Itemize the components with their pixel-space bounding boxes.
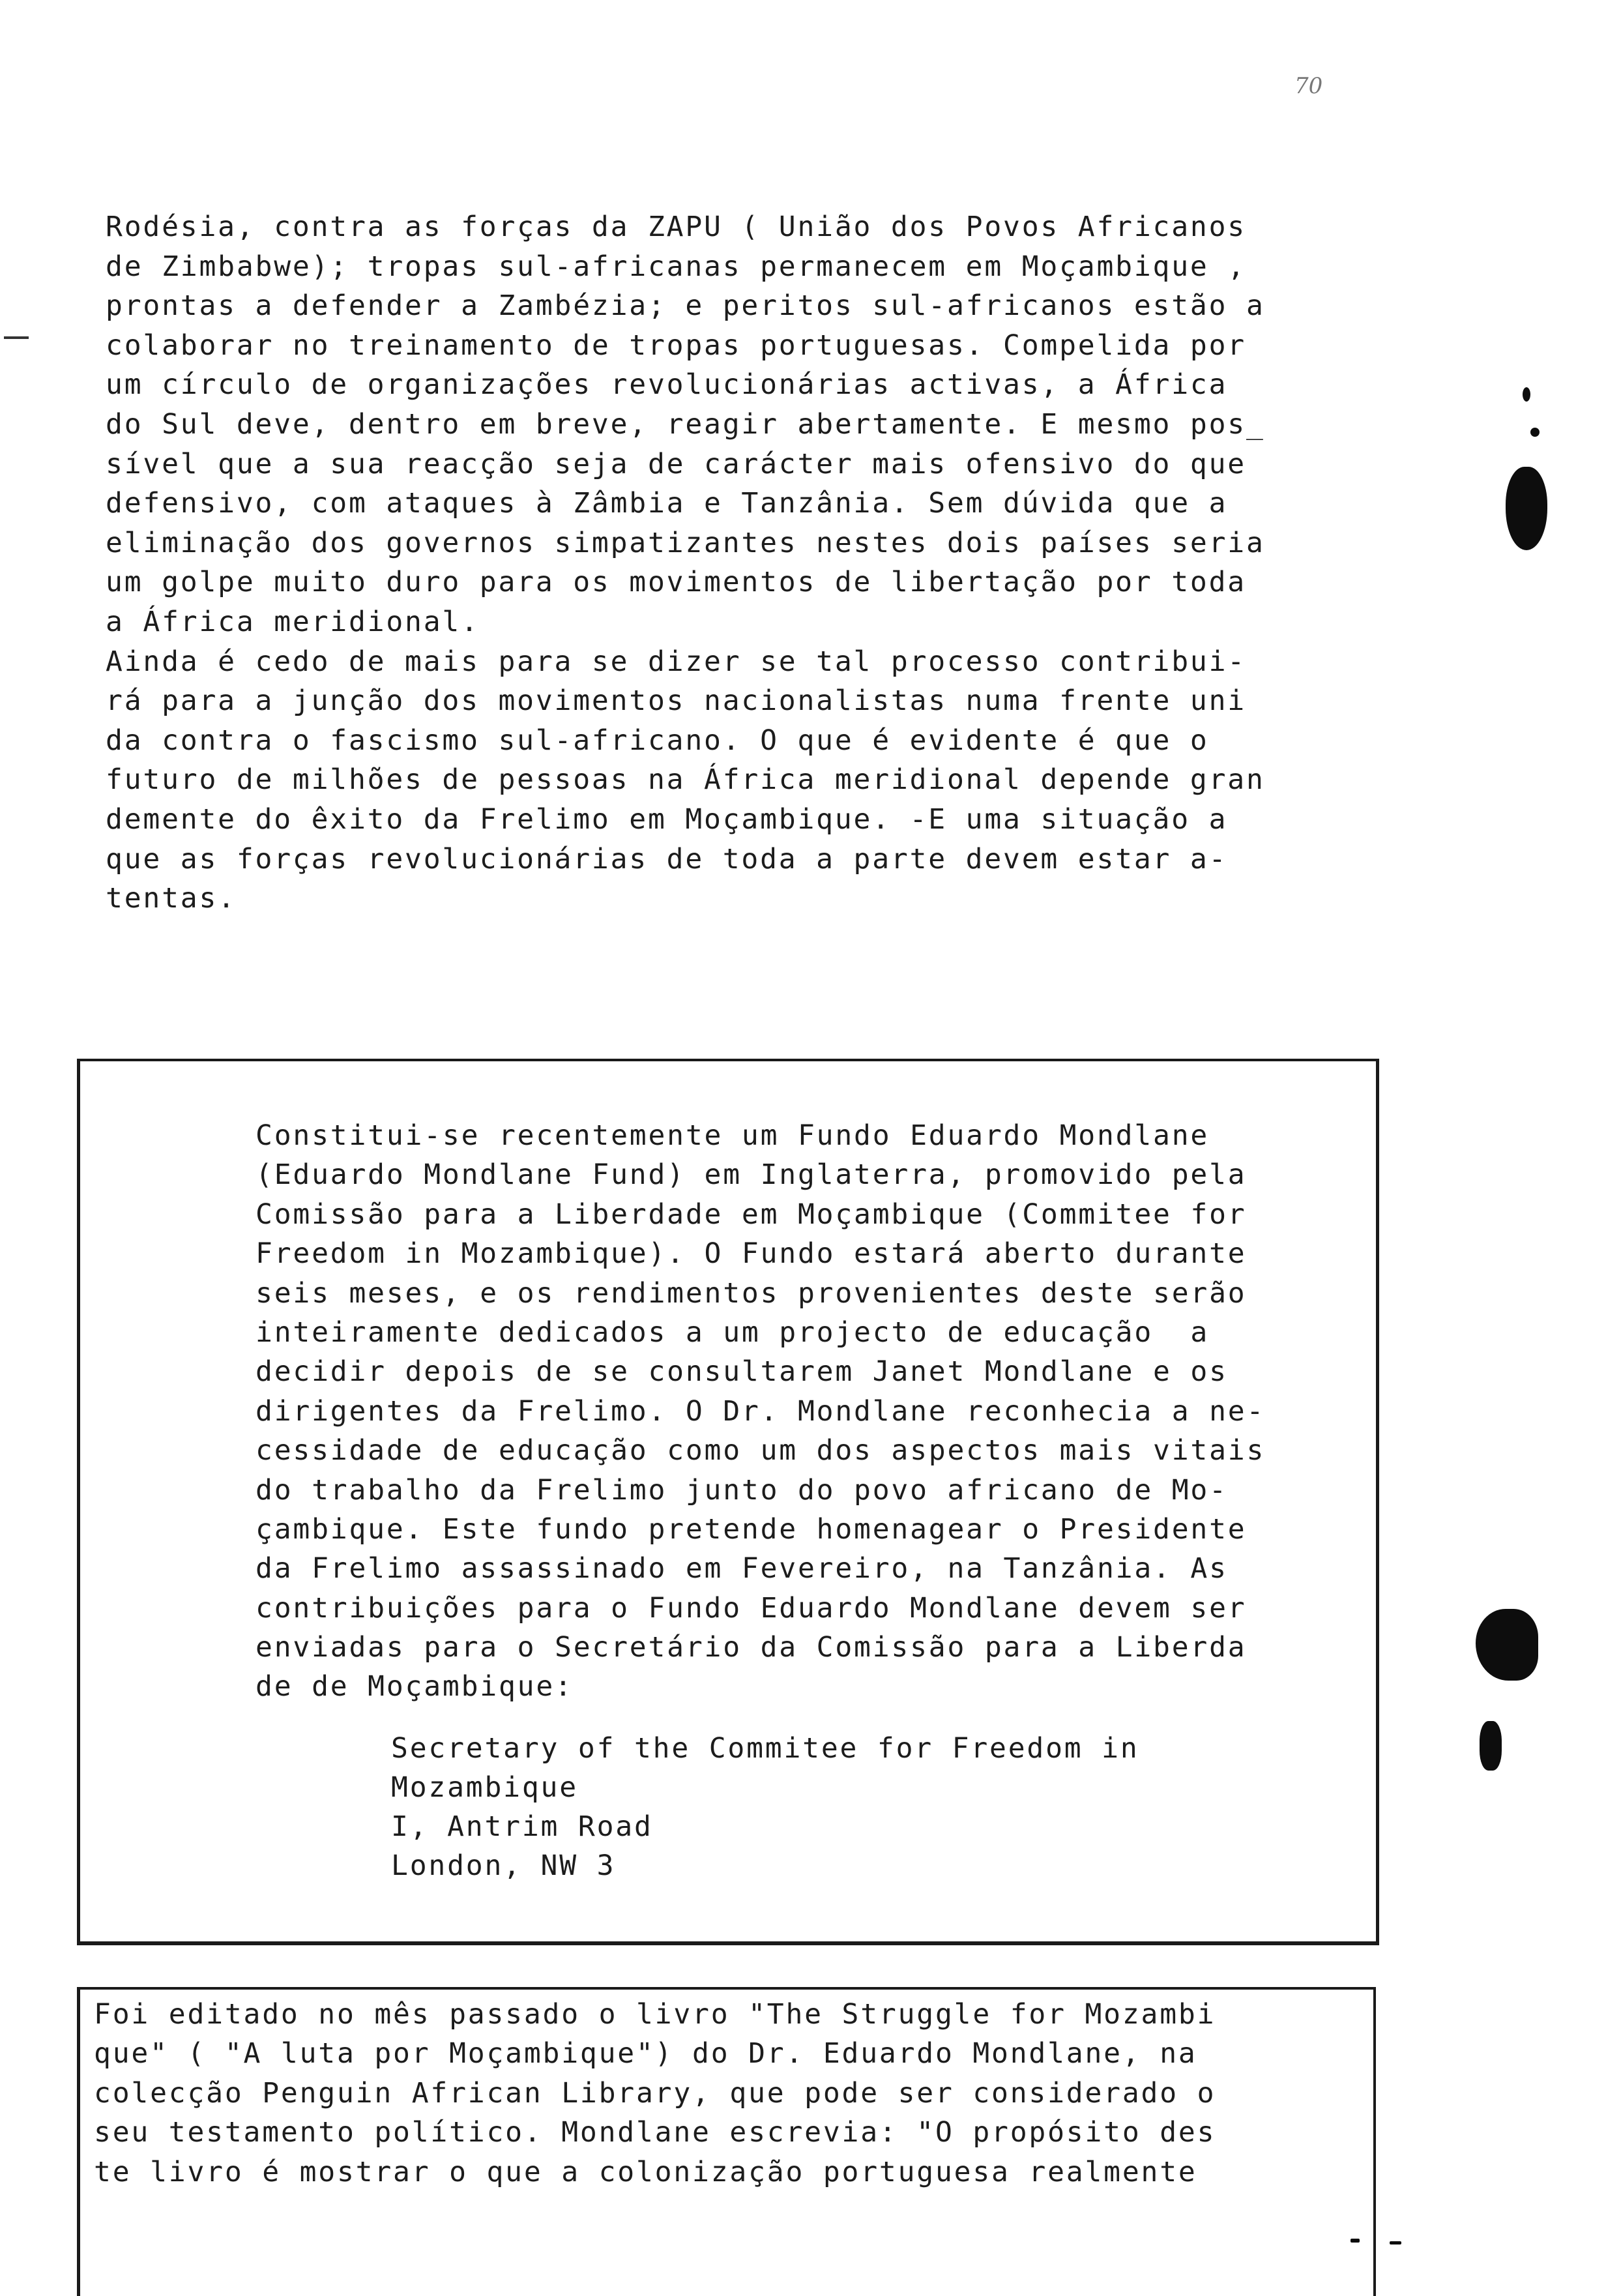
text-line: colaborar no treinamento de tropas portuguesas. Compelida por bbox=[106, 329, 1246, 362]
ink-mark bbox=[1350, 2239, 1360, 2243]
book-line: seu testamento político. Mondlane escrevia: "O propósito des bbox=[94, 2116, 1216, 2149]
notice-line: Freedom in Mozambique). O Fundo estará aberto durante bbox=[256, 1237, 1247, 1271]
notice-line: inteiramente dedicados a um projecto de educação a bbox=[256, 1316, 1210, 1349]
ink-mark bbox=[1523, 387, 1530, 402]
notice-line: çambique. Este fundo pretende homenagear o Presidente bbox=[256, 1512, 1247, 1546]
address-line: Secretary of the Commitee for Freedom in bbox=[391, 1732, 1139, 1765]
text-line: de Zimbabwe); tropas sul-africanas permanecem em Moçambique , bbox=[106, 250, 1246, 283]
margin-mark bbox=[4, 336, 29, 339]
punch-hole-mark bbox=[1476, 1609, 1538, 1681]
page-number: 70 bbox=[1294, 73, 1323, 99]
notice-line: contribuições para o Fundo Eduardo Mondlane devem ser bbox=[256, 1591, 1247, 1625]
book-line: te livro é mostrar o que a colonização portuguesa realmente bbox=[94, 2155, 1197, 2188]
ink-mark bbox=[1390, 2241, 1401, 2244]
notice-line: (Eduardo Mondlane Fund) em Inglaterra, promovido pela bbox=[256, 1158, 1247, 1192]
text-line: rá para a junção dos movimentos nacionalistas numa frente uni bbox=[106, 684, 1246, 718]
ink-mark bbox=[1480, 1721, 1502, 1771]
notice-line: de de Moçambique: bbox=[256, 1670, 574, 1703]
text-line: demente do êxito da Frelimo em Moçambique. -E uma situação a bbox=[106, 802, 1228, 836]
text-line: da contra o fascismo sul-africano. O que é evidente é que o bbox=[106, 724, 1209, 757]
notice-line: Constitui-se recentemente um Fundo Eduardo Mondlane bbox=[256, 1119, 1210, 1152]
book-line: colecção Penguin African Library, que pode ser considerado o bbox=[94, 2076, 1216, 2110]
text-line: defensivo, com ataques à Zâmbia e Tanzânia. Sem dúvida que a bbox=[106, 487, 1228, 520]
notice-line: seis meses, e os rendimentos provenientes deste serão bbox=[256, 1276, 1247, 1310]
text-line: um golpe muito duro para os movimentos de libertação por toda bbox=[106, 566, 1246, 599]
text-line: tentas. bbox=[106, 882, 237, 915]
notice-line: decidir depois de se consultarem Janet Mondlane e os bbox=[256, 1355, 1228, 1389]
address-line: I, Antrim Road bbox=[391, 1810, 653, 1843]
text-line: a África meridional. bbox=[106, 605, 480, 638]
main-text bbox=[106, 207, 1396, 919]
text-line: futuro de milhões de pessoas na África meridional depende gran bbox=[106, 763, 1265, 797]
mailing-address bbox=[391, 1729, 1238, 1885]
text-line: prontas a defender a Zambézia; e peritos sul-africanos estão a bbox=[106, 289, 1265, 323]
address-line: Mozambique bbox=[391, 1771, 578, 1804]
book-line: que" ( "A luta por Moçambique") do Dr. Eduardo Mondlane, na bbox=[94, 2037, 1197, 2070]
text-line: sível que a sua reacção seja de carácter mais ofensivo do que bbox=[106, 447, 1246, 480]
book-text bbox=[94, 1995, 1358, 2192]
notice-line: Comissão para a Liberdade em Moçambique (Commitee for bbox=[256, 1198, 1247, 1231]
book-line: Foi editado no mês passado o livro "The Struggle for Mozambi bbox=[94, 1998, 1216, 2031]
text-line: Rodésia, contra as forças da ZAPU ( União dos Povos Africanos bbox=[106, 211, 1246, 243]
ink-mark bbox=[1530, 428, 1540, 437]
notice-line: cessidade de educação como um dos aspectos mais vitais bbox=[256, 1434, 1266, 1467]
notice-line: dirigentes da Frelimo. O Dr. Mondlane reconhecia a ne- bbox=[256, 1394, 1266, 1428]
text-line: Ainda é cedo de mais para se dizer se tal processo contribui- bbox=[106, 645, 1246, 678]
punch-hole-mark bbox=[1506, 467, 1547, 550]
text-line: do Sul deve, dentro em breve, reagir abertamente. E mesmo pos_ bbox=[106, 407, 1265, 441]
notice-line: enviadas para o Secretário da Comissão para a Liberda bbox=[256, 1631, 1247, 1664]
text-line: que as forças revolucionárias de toda a parte devem estar a- bbox=[106, 842, 1228, 876]
notice-line: da Frelimo assassinado em Fevereiro, na Tanzânia. As bbox=[256, 1552, 1228, 1585]
notice-line: do trabalho da Frelimo junto do povo africano de Mo- bbox=[256, 1473, 1228, 1507]
text-line: eliminação dos governos simpatizantes nestes dois países seria bbox=[106, 526, 1265, 559]
notice-text bbox=[256, 1116, 1364, 1707]
address-line: London, NW 3 bbox=[391, 1849, 616, 1882]
text-line: um círculo de organizações revolucionárias activas, a África bbox=[106, 368, 1228, 402]
